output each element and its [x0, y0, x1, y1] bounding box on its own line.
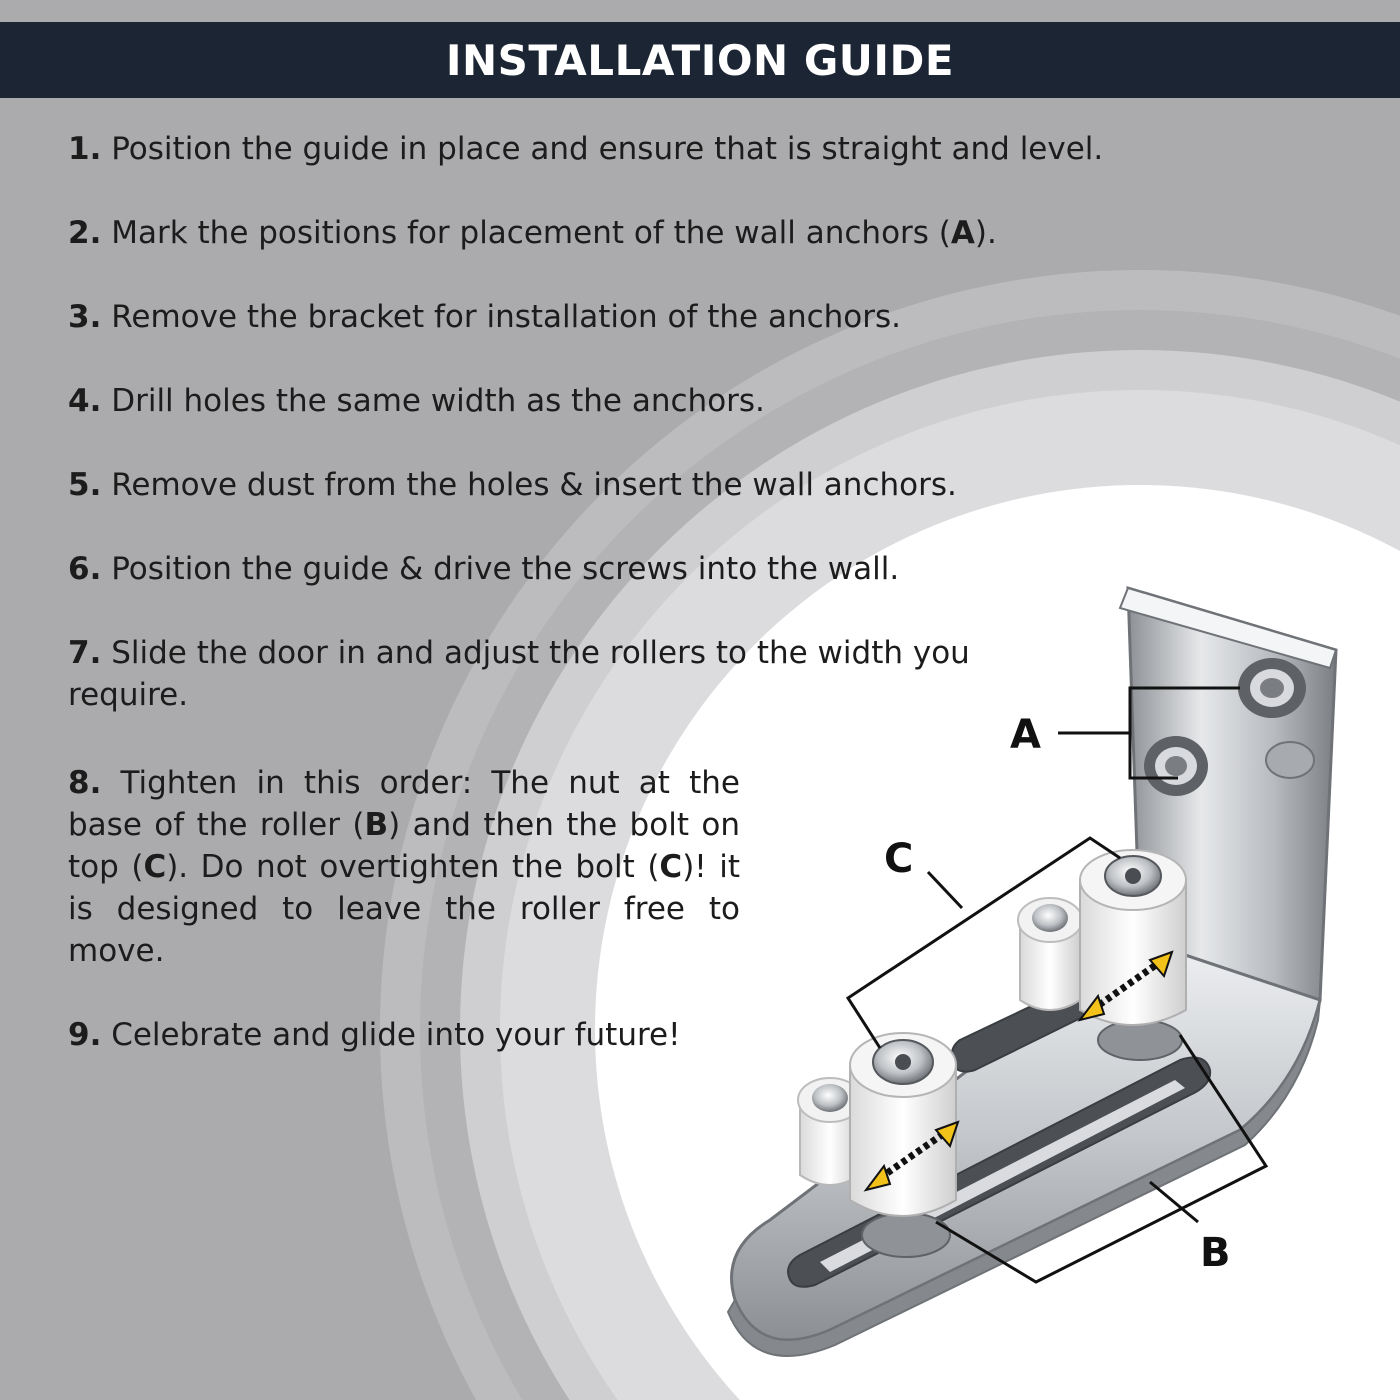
callout-ref-c: C — [659, 849, 683, 885]
step-number: 4. — [68, 383, 102, 419]
anchor-hole-icon — [1238, 658, 1306, 718]
roller-rear-right — [1018, 898, 1082, 1010]
callout-ref-a: A — [950, 215, 975, 251]
step-number: 6. — [68, 551, 102, 587]
callout-label-b: B — [1200, 1230, 1231, 1276]
step-number: 3. — [68, 299, 102, 335]
step-text: Remove the bracket for installation of the anchors. — [111, 299, 902, 335]
callout-label-a: A — [1010, 712, 1041, 758]
step-number: 2. — [68, 215, 102, 251]
callout-label-c: C — [884, 836, 914, 882]
step-number: 1. — [68, 131, 102, 167]
step-text: Position the guide & drive the screws into the wall. — [111, 551, 900, 587]
step-text: Drill holes the same width as the anchors. — [111, 383, 765, 419]
step-text: ). Do not overtighten the bolt ( — [166, 849, 660, 885]
step-text: Mark the positions for placement of the wall anchors ( — [111, 215, 951, 251]
callout-ref-b: B — [364, 807, 389, 843]
step-text-line2: require. — [68, 677, 189, 713]
step-text: Celebrate and glide into your future! — [111, 1017, 681, 1053]
step-text: Remove dust from the holes & insert the wall anchors. — [111, 467, 957, 503]
step-text: Tighten in this order: The nut at the base of the roller ( — [68, 765, 740, 843]
step-text-end: ). — [974, 215, 997, 251]
step-text: )! it is designed to leave the roller free to move. — [68, 849, 741, 969]
anchor-hole-icon — [1144, 736, 1208, 796]
step-text: Position the guide in place and ensure that is straight and level. — [111, 131, 1104, 167]
step-text: ) and then the bolt on top ( — [68, 807, 740, 885]
callout-ref-c: C — [143, 849, 167, 885]
step-number: 9. — [68, 1017, 102, 1053]
step-text: Slide the door in and adjust the rollers to the width you — [111, 635, 970, 671]
page-title: INSTALLATION GUIDE — [445, 35, 955, 85]
rivet-icon — [1266, 742, 1314, 778]
step-number: 5. — [68, 467, 102, 503]
step-number: 7. — [68, 635, 102, 671]
step-number: 8. — [68, 765, 102, 801]
